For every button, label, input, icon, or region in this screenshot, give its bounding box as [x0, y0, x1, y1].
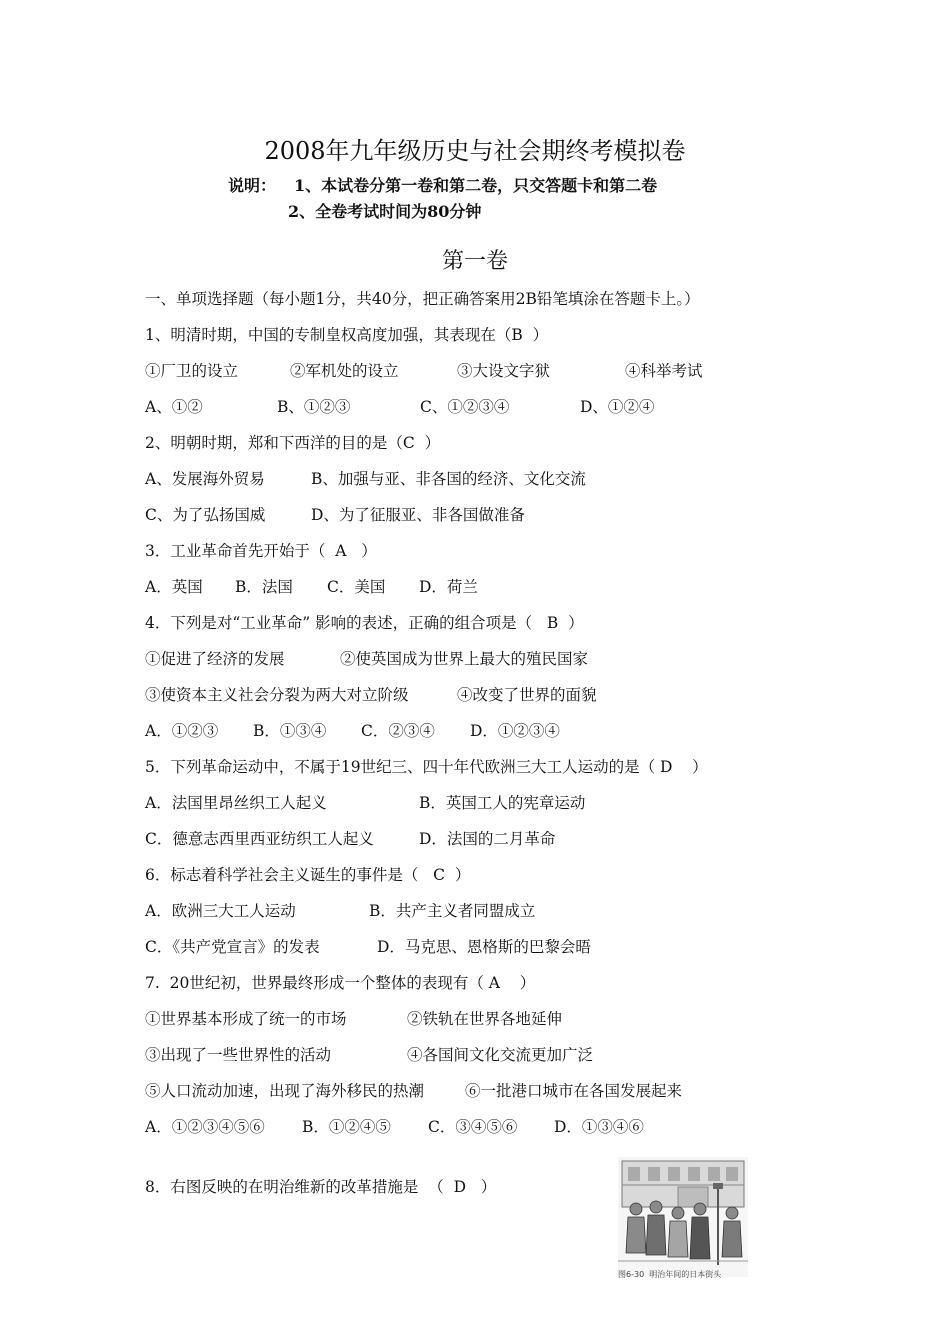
q6-choice: A．欧洲三大工人运动 — [145, 902, 296, 920]
part-title: 第一卷 — [441, 249, 508, 274]
notes-line-2: 2、全卷考试时间为80分钟 — [288, 202, 482, 221]
q5-choice: C．德意志西里西亚纺织工人起义 — [145, 830, 374, 848]
section-heading: 一、单项选择题（每小题1分，共40分，把正确答案用2B铅笔填涂在答题卡上。） — [145, 290, 700, 308]
street-scene-image — [618, 1157, 748, 1269]
q2-choice: D、为了征服亚、非各国做准备 — [311, 506, 525, 524]
q4-choice: A．①②③ — [145, 722, 219, 740]
question-6-stem: 6．标志着科学社会主义诞生的事件是（ C ） — [145, 866, 471, 884]
q1-choice: D、①②④ — [580, 398, 655, 416]
question-4-stem: 4．下列是对“工业革命” 影响的表述，正确的组合项是（ B ） — [145, 614, 584, 632]
q7-item: ⑤人口流动加速，出现了海外移民的热潮 — [145, 1082, 425, 1100]
question-8-stem: 8．右图反映的在明治维新的改革措施是 （ D ） — [145, 1178, 497, 1196]
q7-item: ②铁轨在世界各地延伸 — [407, 1010, 563, 1028]
q3-choice: D．荷兰 — [419, 578, 478, 596]
q6-choice: C．《共产党宣言》的发表 — [145, 938, 320, 956]
q4-choice: C．②③④ — [361, 722, 435, 740]
q7-choice: A．①②③④⑤⑥ — [145, 1118, 265, 1136]
q6-choice: B．共产主义者同盟成立 — [369, 902, 536, 920]
q7-item: ③出现了一些世界性的活动 — [145, 1046, 332, 1064]
question-1-stem: 1、明清时期，中国的专制皇权高度加强，其表现在（B ） — [145, 326, 549, 344]
figure-caption: 图6-30 明治年间的日本街头 — [618, 1270, 722, 1279]
q7-item: ④各国间文化交流更加广泛 — [407, 1046, 594, 1064]
q7-item: ⑥一批港口城市在各国发展起来 — [465, 1082, 683, 1100]
q7-choice: C．③④⑤⑥ — [428, 1118, 518, 1136]
q3-choice: A．英国 — [145, 578, 203, 596]
q2-choice: C、为了弘扬国威 — [145, 506, 266, 524]
q5-choice: B．英国工人的宪章运动 — [419, 794, 586, 812]
q3-choice: C．美国 — [327, 578, 386, 596]
q2-choice: B、加强与亚、非各国的经济、文化交流 — [311, 470, 586, 488]
exam-title: 2008年九年级历史与社会期终考模拟卷 — [264, 137, 686, 165]
question-5-stem: 5．下列革命运动中，不属于19世纪三、四十年代欧洲三大工人运动的是（ D ） — [145, 758, 708, 776]
q4-item: ④改变了世界的面貌 — [457, 686, 597, 704]
question-2-stem: 2、明朝时期，郑和下西洋的目的是（C ） — [145, 434, 441, 452]
q1-item: ①厂卫的设立 — [145, 362, 239, 380]
question-3-stem: 3．工业革命首先开始于（ A ） — [145, 542, 377, 560]
meiji-street-illustration — [618, 1157, 748, 1277]
notes-label: 说明： — [228, 176, 277, 195]
q5-choice: A．法国里昂丝织工人起义 — [145, 794, 327, 812]
q4-choice: D．①②③④ — [470, 722, 560, 740]
q7-item: ①世界基本形成了统一的市场 — [145, 1010, 347, 1028]
question-7-stem: 7. 20世纪初，世界最终形成一个整体的表现有（ A ） — [145, 974, 536, 992]
notes-line-1: 1、本试卷分第一卷和第二卷，只交答题卡和第二卷 — [294, 176, 658, 195]
q1-choice: A、①② — [145, 398, 203, 416]
q4-choice: B．①③④ — [253, 722, 327, 740]
q5-choice: D．法国的二月革命 — [419, 830, 556, 848]
q1-item: ④科举考试 — [625, 362, 703, 380]
q2-choice: A、发展海外贸易 — [145, 470, 265, 488]
q1-item: ②军机处的设立 — [290, 362, 399, 380]
q7-choice: B．①②④⑤ — [302, 1118, 391, 1136]
q3-choice: B．法国 — [235, 578, 293, 596]
q6-choice: D．马克思、恩格斯的巴黎会晤 — [377, 938, 591, 956]
q1-item: ③大设文字狱 — [457, 362, 551, 380]
q7-choice: D．①③④⑥ — [554, 1118, 644, 1136]
q4-item: ①促进了经济的发展 — [145, 650, 285, 668]
q1-choice: C、①②③④ — [420, 398, 510, 416]
q4-item: ③使资本主义社会分裂为两大对立阶级 — [145, 686, 409, 704]
q1-choice: B、①②③ — [277, 398, 351, 416]
q4-item: ②使英国成为世界上最大的殖民国家 — [340, 650, 589, 668]
